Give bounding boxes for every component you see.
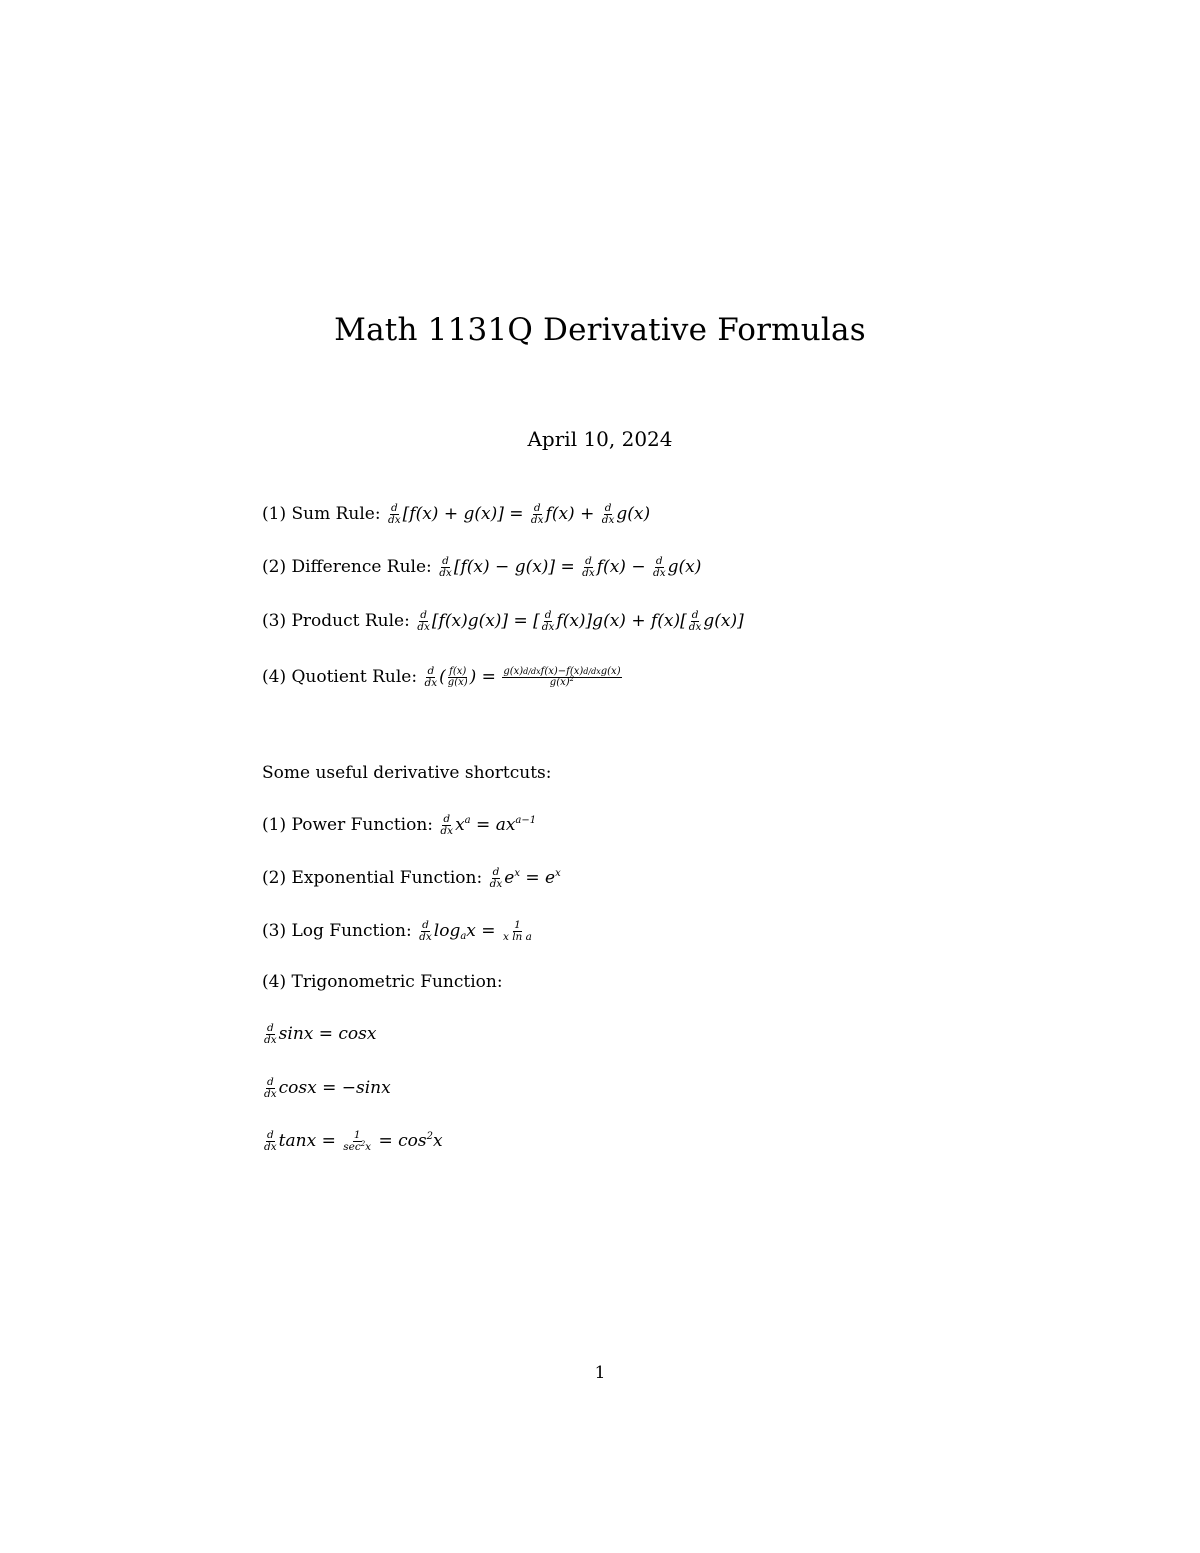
difference-rule: (2) Difference Rule: $\frac{d}{dx}$ [f(x) − g(x)] = $\frac{d}{dx}$ f(x) − $\frac{d}{dx}$ g(x): [262, 555, 702, 580]
one-over-sec-squared-fraction: $\frac{1}{\sec^2x}$: [343, 1129, 372, 1154]
quotient-rule: (4) Quotient Rule: $\frac{d}{dx}$ ( $\frac{f(x)}{g(x)}$ ) = $\frac{\text{g(x)d/dxf(x)−f(x)d/dxg(x)}}{g(x)^2}$: [262, 665, 621, 690]
d-dx-fraction: $\frac{d}{dx}$: [387, 502, 401, 527]
sum-rule: (1) Sum Rule: $\frac{d}{dx}$ [f(x) + g(x)] = $\frac{d}{dx}$ f(x) + $\frac{d}{dx}$ g(x): [262, 502, 651, 527]
d-dx-fraction: $\frac{d}{dx}$: [541, 609, 555, 634]
sin-derivative: $\frac{d}{dx}$ sinx = cosx: [264, 1022, 377, 1047]
document-date: April 10, 2024: [527, 427, 673, 451]
d-dx-fraction: $\frac{d}{dx}$: [440, 813, 454, 838]
page-title: Math 1131Q Derivative Formulas: [334, 312, 866, 348]
d-dx-fraction: $\frac{d}{dx}$: [489, 866, 503, 891]
d-dx-fraction: $\frac{d}{dx}$: [264, 1022, 277, 1047]
rule-label: (2) Exponential Function:: [262, 868, 483, 889]
rule-label: (2) Difference Rule:: [262, 557, 432, 578]
trig-function-heading: [262, 974, 503, 991]
rule-label: (4) Quotient Rule:: [262, 667, 418, 688]
quotient-fraction: $\frac{\text{g(x)d/dxf(x)−f(x)d/dxg(x)}}{g(x)^2}$: [503, 665, 621, 689]
d-dx-fraction: $\frac{d}{dx}$: [419, 919, 432, 944]
power-function-rule: (1) Power Function: $\frac{d}{dx}$ $x^a = ax^{a-1}$: [262, 813, 537, 838]
d-dx-fraction: $\frac{d}{dx}$: [601, 502, 615, 527]
cos-derivative: $\frac{d}{dx}$ cosx = −sinx: [264, 1076, 391, 1101]
exponential-function-rule: (2) Exponential Function: $\frac{d}{dx}$ $e^x = e^x$: [262, 866, 561, 891]
d-dx-fraction: $\frac{d}{dx}$: [688, 609, 702, 634]
rule-label: (3) Log Function:: [262, 921, 412, 942]
d-dx-fraction: $\frac{d}{dx}$: [439, 555, 452, 580]
d-dx-fraction: $\frac{d}{dx}$: [417, 609, 430, 634]
d-dx-fraction: $\frac{d}{dx}$: [264, 1076, 277, 1101]
rule-label: (4) Trigonometric Function:: [262, 972, 503, 992]
page-number: 1: [594, 1363, 606, 1383]
f-over-g-fraction: $\frac{f(x)}{g(x)}$: [447, 665, 468, 689]
shortcuts-heading: Some useful derivative shortcuts:: [262, 763, 552, 783]
tan-derivative: $\frac{d}{dx}$ tanx = $\frac{1}{\sec^2x}$ = $\cos^2x$: [264, 1129, 443, 1154]
d-dx-fraction: $\frac{d}{dx}$: [264, 1129, 277, 1154]
product-rule: (3) Product Rule: $\frac{d}{dx}$ [f(x)g(x)] = [ $\frac{d}{dx}$ f(x)]g(x) + f(x)[ $\frac{d}{dx}$ g(x)]: [262, 609, 744, 634]
log-function-rule: (3) Log Function: $\frac{d}{dx}$ $\log_ax$ = $\frac{1}{\text{x ln a}}$: [262, 919, 532, 944]
rule-label: (1) Power Function:: [262, 815, 434, 836]
d-dx-fraction: $\frac{d}{dx}$: [582, 555, 595, 580]
d-dx-fraction: $\frac{d}{dx}$: [424, 665, 438, 690]
one-over-x-ln-a-fraction: $\frac{1}{\text{x ln a}}$: [502, 919, 532, 944]
d-dx-fraction: $\frac{d}{dx}$: [530, 502, 544, 527]
d-dx-fraction: $\frac{d}{dx}$: [652, 555, 666, 580]
rule-label: (3) Product Rule:: [262, 611, 410, 632]
rule-label: (1) Sum Rule:: [262, 504, 381, 525]
